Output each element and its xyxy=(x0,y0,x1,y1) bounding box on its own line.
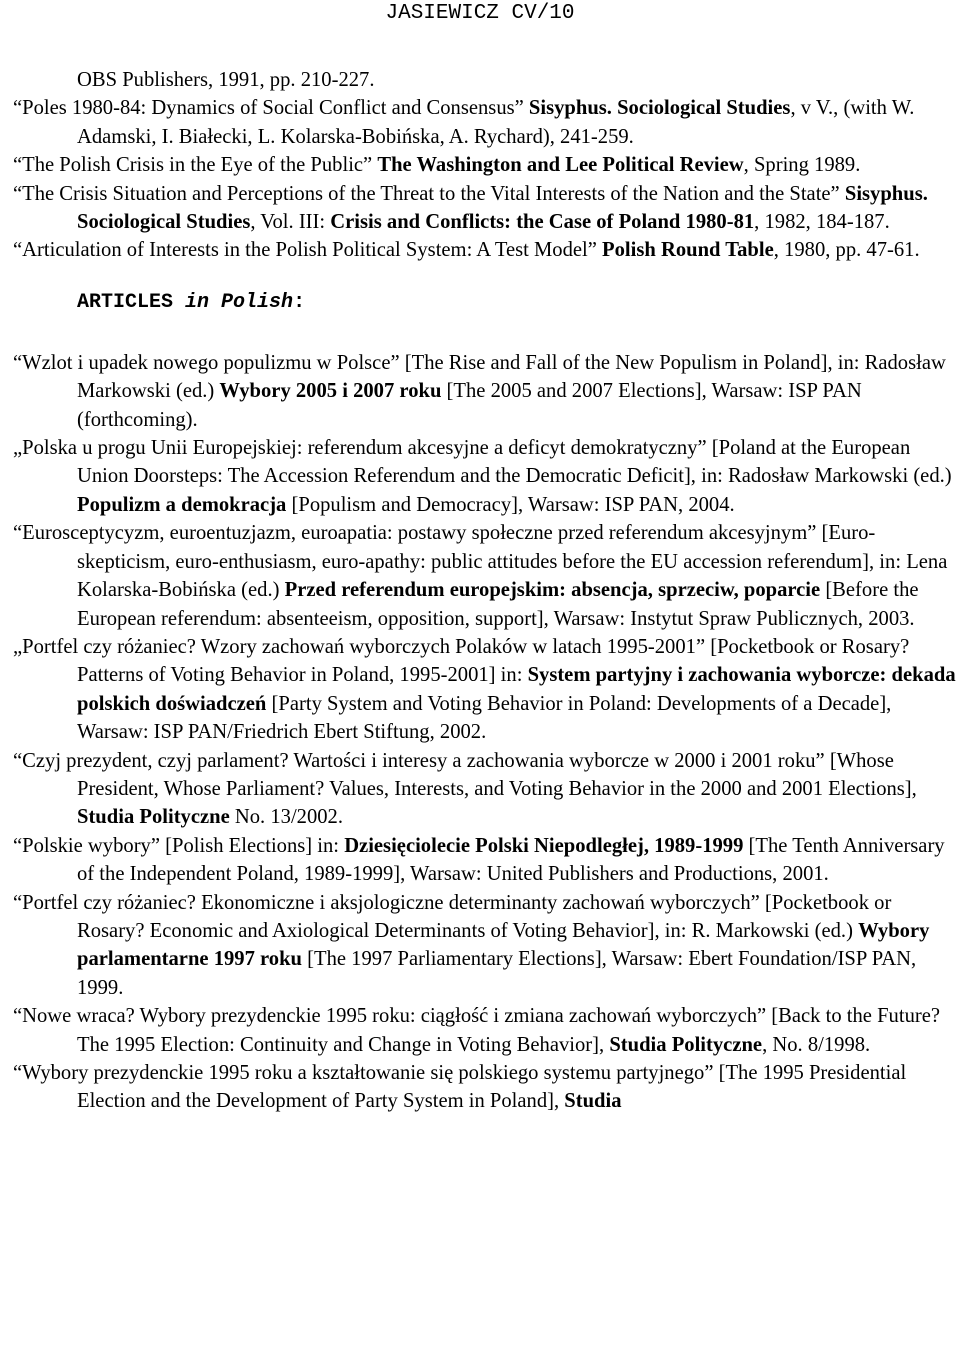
bibliography-entry xyxy=(13,747,960,832)
bibliography-entry xyxy=(13,1059,960,1116)
bibliography-entry xyxy=(13,349,960,434)
entry-text: , Vol. III: xyxy=(250,211,331,234)
entry-text: , 1982, 184-187. xyxy=(754,211,890,234)
entry-title-bold: Studia Polityczne xyxy=(609,1033,763,1056)
bibliography-entry xyxy=(13,832,960,889)
entry-text: [The 2005 and 2007 Elections], Warsaw: ISP PAN (forthcoming). xyxy=(77,380,862,431)
entry-text: “Wzlot i upadek nowego populizmu w Polsce” [The Rise and Fall of the New Populism in Poland], in: Radosław Markowski (ed.) xyxy=(13,351,946,403)
entry-text: No. 13/2002. xyxy=(229,806,343,829)
entry-text: “Eurosceptycyzm, euroentuzjazm, euroapatia: postawy społeczne przed referendum akcesyjnym” [Euro-skepticism, euro-enthusiasm, euro-apathy: public attitudes before the EU accession referendum], in: Lena Kolarska-Bobińska (ed.) xyxy=(13,522,948,602)
bibliography-entry xyxy=(13,519,960,633)
section-heading-articles-in-polish xyxy=(77,289,960,317)
entry-title-bold: Crisis and Conflicts: the Case of Poland 1980-81 xyxy=(330,211,755,234)
entry-text: , v V., (with W. Adamski, I. Białecki, L. Kolarska-Bobińska, A. Rychard), 241-259. xyxy=(77,97,915,148)
entry-title-bold: The Washington and Lee Political Review xyxy=(377,154,744,177)
entry-text: „Portfel czy różaniec? Wzory zachowań wyborczych Polaków w latach 1995-2001” [Pocketbook or Rosary? Patterns of Voting Behavior in Poland, 1995-2001] in: xyxy=(13,635,910,687)
entry-title-bold: Studia Polityczne xyxy=(77,806,230,829)
entry-title-bold: Wybory parlamentarne 1997 roku xyxy=(77,919,930,971)
running-header xyxy=(0,0,960,31)
entry-title-bold: Polish Round Table xyxy=(602,239,774,262)
entry-title-bold: Sisyphus. Sociological Studies xyxy=(528,97,791,120)
bibliography-entry xyxy=(13,633,960,747)
entry-text: “Poles 1980-84: Dynamics of Social Conflict and Consensus” xyxy=(13,97,529,120)
bibliography-entry xyxy=(13,434,960,519)
entry-title-bold: System partyjny i zachowania wyborcze: dekada polskich doświadczeń xyxy=(77,664,956,715)
bibliography-entry xyxy=(13,66,960,94)
polish-articles-list xyxy=(13,349,960,1116)
bibliography-entry xyxy=(13,236,960,264)
entry-title-bold: Przed referendum europejskim: absencja, sprzeciw, poparcie xyxy=(284,579,821,602)
entry-text: “The Polish Crisis in the Eye of the Public” xyxy=(13,154,378,177)
entry-title-bold: Wybory 2005 i 2007 roku xyxy=(219,380,442,403)
entry-text: [Populism and Democracy], Warsaw: ISP PAN, 2004. xyxy=(286,493,735,516)
bibliography-entry xyxy=(13,1002,960,1059)
entry-text: [The 1997 Parliamentary Elections], Warsaw: Ebert Foundation/ISP PAN, 1999. xyxy=(77,948,917,999)
entry-text: OBS Publishers, 1991, pp. 210-227. xyxy=(77,69,375,91)
section-heading-word: ARTICLES xyxy=(77,290,186,314)
entry-text: [The Tenth Anniversary of the Independent Poland, 1989-1999], Warsaw: United Publishers and Productions, 2001. xyxy=(77,834,945,886)
entry-title-bold: Dziesięciolecie Polski Niepodległej, 1989-1999 xyxy=(344,834,744,857)
entry-title-bold: Studia xyxy=(564,1090,622,1113)
entry-title-bold: Sisyphus. Sociological Studies xyxy=(77,182,928,234)
bibliography-entry xyxy=(13,151,960,179)
entry-text: [Party System and Voting Behavior in Poland: Developments of a Decade], Warsaw: ISP PAN/Friedrich Ebert Stiftung, 2002. xyxy=(77,692,892,744)
entry-text: “Wybory prezydenckie 1995 roku a kształtowanie się polskiego systemu partyjnego” [The 1995 Presidential Election and the Development of Party System in Poland], xyxy=(13,1062,907,1113)
entry-text: , 1980, pp. 47-61. xyxy=(773,239,920,262)
entry-text: „Polska u progu Unii Europejskiej: referendum akcesyjne a deficyt demokratyczny” [Poland at the European Union Doorsteps: The Accession Referendum and the Democratic Deficit], in: Radosław Markowski (ed.) xyxy=(13,437,952,488)
entry-text: , Spring 1989. xyxy=(743,154,861,177)
entry-text: “Czyj prezydent, czyj parlament? Wartości i interesy a zachowania wyborcze w 2000 i 2001 roku” [Whose President, Whose Parliament? Values, Interests, and Voting Behavior in the 2000 and 2001 Elections], xyxy=(13,749,917,800)
bibliography-entry xyxy=(13,889,960,1003)
entry-title-bold: Populizm a demokracja xyxy=(77,493,287,516)
entry-text: [Before the European referendum: absenteeism, opposition, support], Warsaw: Instytut Spraw Publicznych, 2003. xyxy=(77,579,919,630)
english-articles-list xyxy=(13,66,960,265)
entry-text: , No. 8/1998. xyxy=(762,1033,871,1056)
entry-text: “The Crisis Situation and Perceptions of the Threat to the Vital Interests of the Nation and the State” xyxy=(13,182,845,205)
section-heading-italic: in Polish xyxy=(185,290,294,314)
entry-text: “Nowe wraca? Wybory prezydenckie 1995 roku: ciągłość i zmiana zachowań wyborczych” [Back to the Future? The 1995 Election: Continuity and Change in Voting Behavior], xyxy=(13,1005,940,1056)
running-title: JASIEWICZ CV/10 xyxy=(385,2,575,25)
entry-text: “Portfel czy różaniec? Ekonomiczne i aksjologiczne determinanty zachowań wyborczych” [Pocketbook or Rosary? Economic and Axiological Determinants of Voting Behavior], in: R. Markowski (ed.) xyxy=(13,891,892,942)
bibliography-entry xyxy=(13,94,960,151)
entry-text: “Articulation of Interests in the Polish Political System: A Test Model” xyxy=(13,239,603,262)
section-heading-colon: : xyxy=(293,290,306,314)
entry-text: “Polskie wybory” [Polish Elections] in: xyxy=(13,834,345,857)
cv-page-body xyxy=(13,66,960,1116)
bibliography-entry xyxy=(13,180,960,237)
